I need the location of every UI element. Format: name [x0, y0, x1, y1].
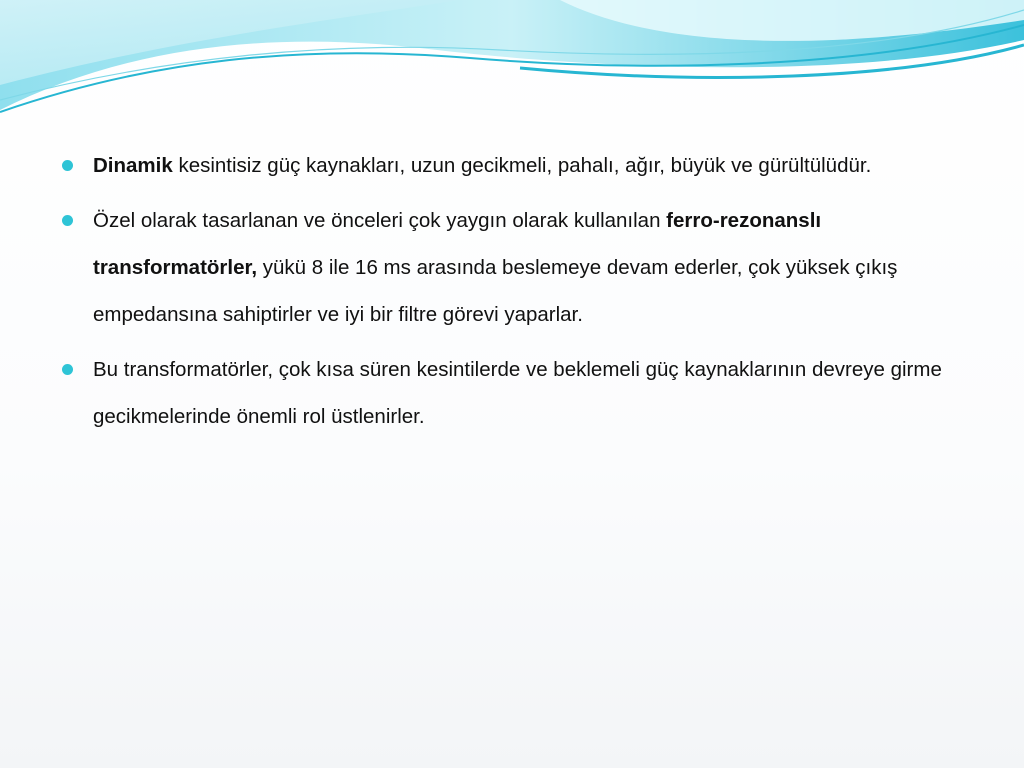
bullet-dot-icon [62, 160, 73, 171]
decorative-wave-header [0, 0, 1024, 130]
bullet-2-text: Özel olarak tasarlanan ve önceleri çok yaygın olarak kullanılan [93, 209, 667, 232]
bullet-item-1 [62, 142, 962, 189]
bullet-2-bold-term: ferro-rezonanslı transformatörler, [93, 209, 822, 279]
bullet-list [62, 142, 962, 448]
bullet-2-text-after: yükü 8 ile 16 ms arasında beslemeye devam ederler, çok yüksek çıkış empedansına sahiptirler ve iyi bir filtre görevi yaparlar. [93, 256, 898, 326]
bullet-1-bold-lead: Dinamik [93, 154, 173, 177]
bullet-item-2 [62, 197, 962, 338]
bullet-dot-icon [62, 215, 73, 226]
bullet-1-text: kesintisiz güç kaynakları, uzun gecikmeli, pahalı, ağır, büyük ve gürültülüdür. [172, 154, 872, 177]
bullet-3-text: Bu transformatörler, çok kısa süren kesintilerde ve beklemeli güç kaynaklarının devreye girme gecikmelerinde önemli rol üstlenirler. [93, 358, 942, 428]
bullet-item-3 [62, 346, 962, 440]
bullet-dot-icon [62, 364, 73, 375]
